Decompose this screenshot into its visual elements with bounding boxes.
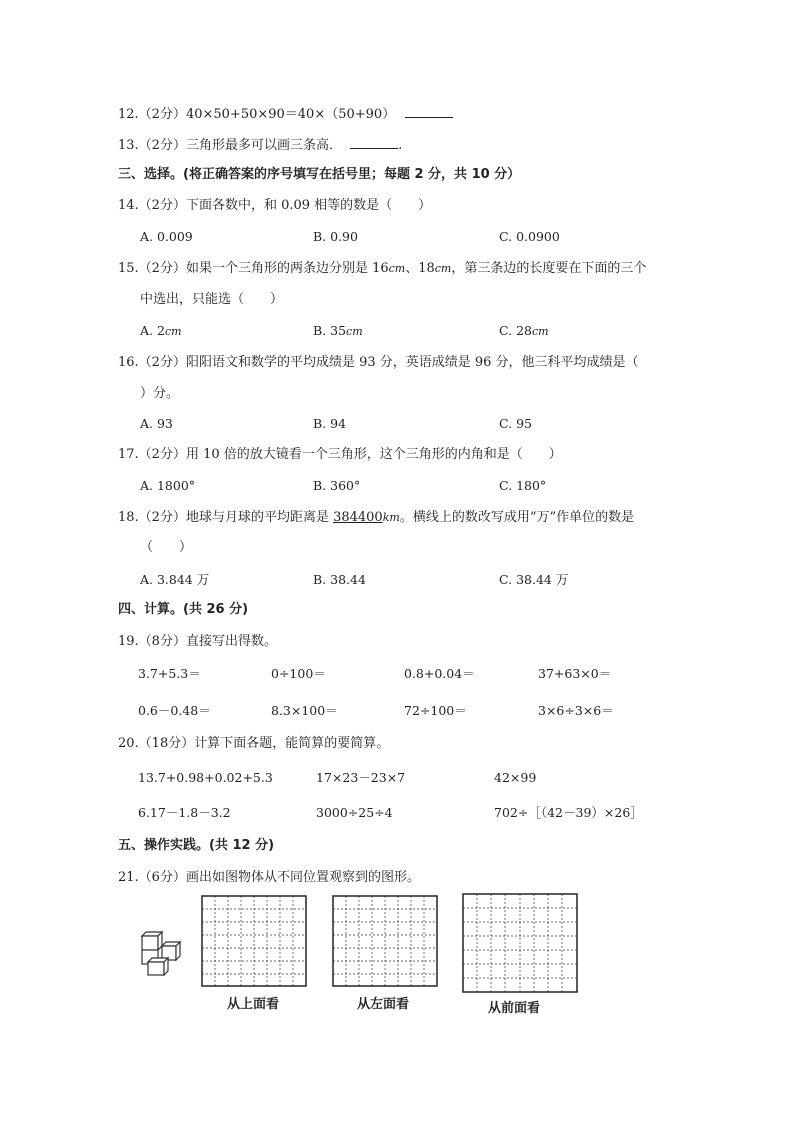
- calc-item: 13.7+0.98+0.02+5.3: [138, 770, 273, 785]
- calc-item: 702÷［（42－39）×26］: [494, 805, 643, 820]
- answer-blank[interactable]: [405, 105, 453, 118]
- option-b[interactable]: B. 0.90: [313, 229, 358, 244]
- underlined-distance: 384400: [333, 510, 383, 525]
- grid-front-view[interactable]: [462, 893, 578, 993]
- caption-top-view: 从上面看: [227, 997, 280, 1012]
- calc-item: 6.17－1.8－3.2: [138, 805, 231, 820]
- option-b[interactable]: B. 38.44: [313, 572, 366, 587]
- option-a[interactable]: A. 0.009: [140, 229, 193, 244]
- answer-blank[interactable]: [350, 136, 398, 149]
- question-13: 13.（2分）三角形最多可以画三条高． .: [118, 138, 403, 153]
- calc-item: 17×23－23×7: [316, 770, 406, 785]
- option-c[interactable]: C. 95: [499, 416, 532, 431]
- section-4-title: 四、计算。(共 26 分): [118, 602, 249, 617]
- grid-left-view[interactable]: [332, 895, 438, 987]
- question-16-line2: ）分。: [140, 386, 180, 401]
- question-14-text: 14.（2分）下面各数中，和 0.09 相等的数是（ ）: [118, 198, 432, 213]
- option-c[interactable]: C. 180°: [499, 478, 547, 493]
- option-c[interactable]: C. 28cm: [499, 323, 549, 338]
- calc-item: 3.7+5.3＝: [138, 666, 201, 681]
- caption-front-view: 从前面看: [488, 1001, 541, 1016]
- question-20-text: 20.（18分）计算下面各题，能简算的要简算。: [118, 736, 390, 751]
- question-18: 18.（2分）地球与月球的平均距离是 384400km。横线上的数改写成用“万”作单位的数是: [118, 510, 635, 525]
- calc-item: 72÷100＝: [404, 703, 467, 718]
- caption-left-view: 从左面看: [357, 997, 410, 1012]
- option-b[interactable]: B. 94: [313, 416, 347, 431]
- question-15: 15.（2分）如果一个三角形的两条边分别是 16cm、18cm，第三条边的长度要在下面的三个: [118, 261, 647, 276]
- question-15-line2: 中选出，只能选（ ）: [140, 292, 284, 307]
- option-c[interactable]: C. 0.0900: [499, 229, 560, 244]
- question-17-text: 17.（2分）用 10 倍的放大镜看一个三角形，这个三角形的内角和是（ ）: [118, 447, 562, 462]
- calc-item: 3000÷25÷4: [316, 805, 393, 820]
- calc-item: 42×99: [494, 770, 537, 785]
- option-b[interactable]: B. 35cm: [313, 323, 363, 338]
- section-3-title: 三、选择。(将正确答案的序号填写在括号里；每题 2 分，共 10 分）: [118, 167, 521, 182]
- question-19-text: 19.（8分）直接写出得数。: [118, 634, 277, 649]
- question-21-text: 21.（6分）画出如图物体从不同位置观察到的图形。: [118, 870, 420, 885]
- calc-item: 0.6－0.48＝: [138, 703, 211, 718]
- calc-item: 3×6÷3×6＝: [538, 703, 614, 718]
- grid-top-view[interactable]: [201, 895, 307, 987]
- cube-figure: [136, 930, 184, 976]
- option-a[interactable]: A. 3.844 万: [140, 572, 210, 587]
- question-12-text: 12.（2分）40×50+50×90＝40×（50+90）: [118, 107, 396, 122]
- question-18-line2: （ ）: [140, 540, 193, 555]
- option-c[interactable]: C. 38.44 万: [499, 572, 569, 587]
- question-13-text: 13.（2分）三角形最多可以画三条高．: [118, 138, 342, 153]
- question-16-text: 16.（2分）阳阳语文和数学的平均成绩是 93 分，英语成绩是 96 分，他三科平均成绩是（: [118, 355, 639, 370]
- calc-item: 0÷100＝: [271, 666, 326, 681]
- option-a[interactable]: A. 2cm: [140, 323, 182, 338]
- option-b[interactable]: B. 360°: [313, 478, 361, 493]
- section-5-title: 五、操作实践。(共 12 分): [118, 838, 275, 853]
- calc-item: 0.8+0.04＝: [404, 666, 475, 681]
- question-12: [118, 105, 453, 123]
- option-a[interactable]: A. 1800°: [140, 478, 196, 493]
- calc-item: 8.3×100＝: [271, 703, 338, 718]
- option-a[interactable]: A. 93: [140, 416, 173, 431]
- calc-item: 37+63×0＝: [538, 666, 612, 681]
